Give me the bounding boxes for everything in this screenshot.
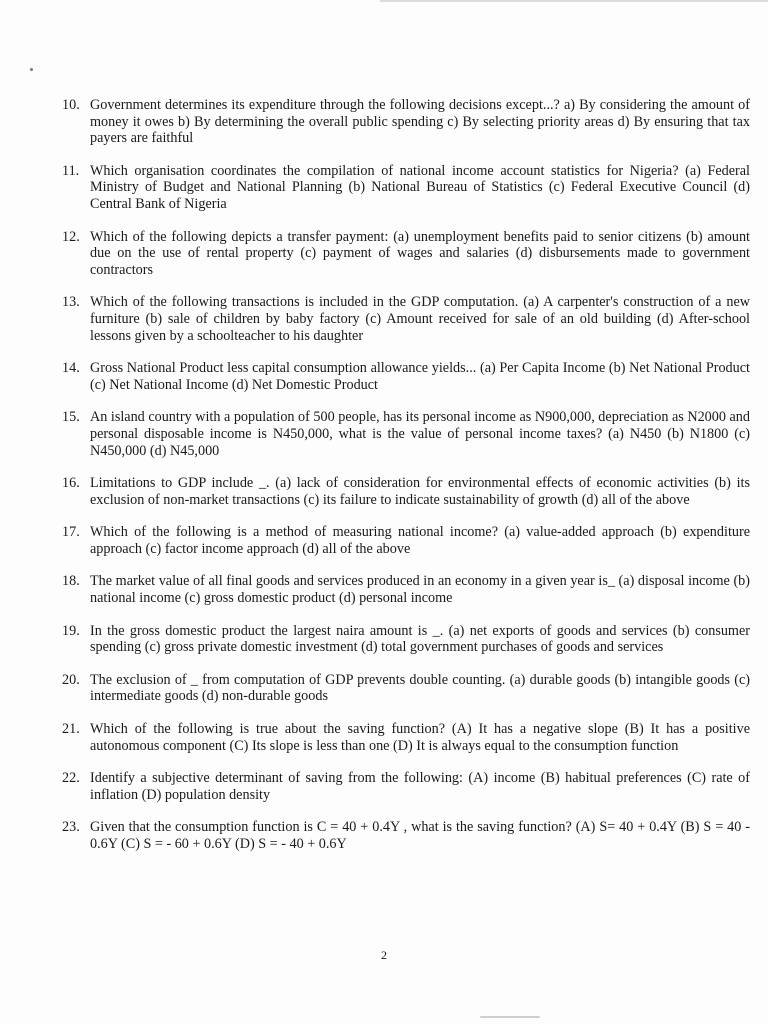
question-item — [62, 475, 750, 508]
question-text: An island country with a population of 500 people, has its personal income as N900,000, depreciation as N2000 and personal disposable income is N450,000, what is the value of personal income taxes? (a) N450 (b) N1800 (c) N450,000 (d) N45,000 — [90, 409, 750, 459]
question-item — [62, 409, 750, 459]
page-number: 2 — [381, 948, 387, 962]
question-item — [62, 623, 750, 656]
question-number: 10. — [62, 97, 80, 113]
question-number: 18. — [62, 573, 80, 590]
question-number: 12. — [62, 228, 80, 245]
question-number: 13. — [62, 294, 80, 311]
question-item — [62, 229, 750, 279]
question-item — [62, 770, 750, 803]
question-number: 22. — [62, 770, 80, 787]
question-text: The exclusion of _ from computation of GDP prevents double counting. (a) durable goods (b) intangible goods (c) intermediate goods (d) non-durable goods — [90, 671, 750, 705]
question-text: In the gross domestic product the largest naira amount is _. (a) net exports of goods and services (b) consumer spending (c) gross private domestic investment (d) total government purchases of goods and services — [90, 622, 750, 656]
question-text: Limitations to GDP include _. (a) lack of consideration for environmental effects of economic activities (b) its exclusion of non-market transactions (c) its failure to indicate sustainability of growth (d) all of the above — [90, 475, 750, 508]
question-text: Which of the following transactions is included in the GDP computation. (a) A carpenter's construction of a new furniture (b) sale of children by baby factory (c) Amount received for sale of an old building (d) After-school lessons given by a schoolteacher to his daughter — [90, 294, 750, 344]
question-number: 21. — [62, 721, 80, 738]
question-item — [62, 294, 750, 344]
question-number: 19. — [62, 622, 80, 639]
question-item — [62, 524, 750, 557]
question-number: 20. — [62, 671, 80, 688]
question-item — [62, 573, 750, 606]
question-number: 16. — [62, 475, 80, 492]
question-text: The market value of all final goods and services produced in an economy in a given year is_ (a) disposal income (b) national income (c) gross domestic product (d) personal income — [90, 573, 750, 607]
question-number: 23. — [62, 819, 80, 836]
question-text: Which organisation coordinates the compilation of national income account statistics for Nigeria? (a) Federal Ministry of Budget and National Planning (b) National Bureau of Statistics (c) Federal Executive Council (d) Central Bank of Nigeria — [90, 162, 750, 212]
question-number: 15. — [62, 409, 80, 426]
question-text: Government determines its expenditure through the following decisions except...? a) By considering the amount of money it owes b) By determining the overall public spending c) By selecting priority areas d) By ensuring that tax payers are faithful — [90, 97, 750, 147]
question-item — [62, 163, 750, 213]
question-text: Which of the following is true about the saving function? (A) It has a negative slope (B) It has a positive autonomous component (C) Its slope is less than one (D) It is always equal to the consumption function — [90, 721, 750, 754]
scan-smudge — [480, 1016, 540, 1018]
question-item — [62, 360, 750, 393]
question-number: 14. — [62, 360, 80, 377]
question-number: 11. — [62, 162, 80, 179]
question-text: Which of the following is a method of measuring national income? (a) value-added approach (b) expenditure approach (c) factor income approach (d) all of the above — [90, 524, 750, 557]
question-item — [62, 672, 750, 705]
question-text: Which of the following depicts a transfer payment: (a) unemployment benefits paid to senior citizens (b) amount due on the use of rental property (c) payment of wages and salaries (d) disbursements made to government contractors — [90, 228, 750, 278]
scan-edge — [380, 0, 768, 2]
question-text: Given that the consumption function is C = 40 + 0.4Y , what is the saving function? (A) S= 40 + 0.4Y (B) S = 40 - 0.6Y (C) S = - 60 + 0.6Y (D) S = - 40 + 0.6Y — [90, 819, 750, 852]
question-item — [62, 819, 750, 852]
question-list — [62, 97, 750, 869]
question-text: Identify a subjective determinant of saving from the following: (A) income (B) habitual preferences (C) rate of inflation (D) population density — [90, 770, 750, 803]
question-number: 17. — [62, 524, 80, 541]
question-item — [62, 721, 750, 754]
question-item — [62, 97, 750, 147]
question-text: Gross National Product less capital consumption allowance yields... (a) Per Capita Income (b) Net National Product (c) Net National Income (d) Net Domestic Product — [90, 360, 750, 393]
scan-speck — [30, 68, 33, 71]
